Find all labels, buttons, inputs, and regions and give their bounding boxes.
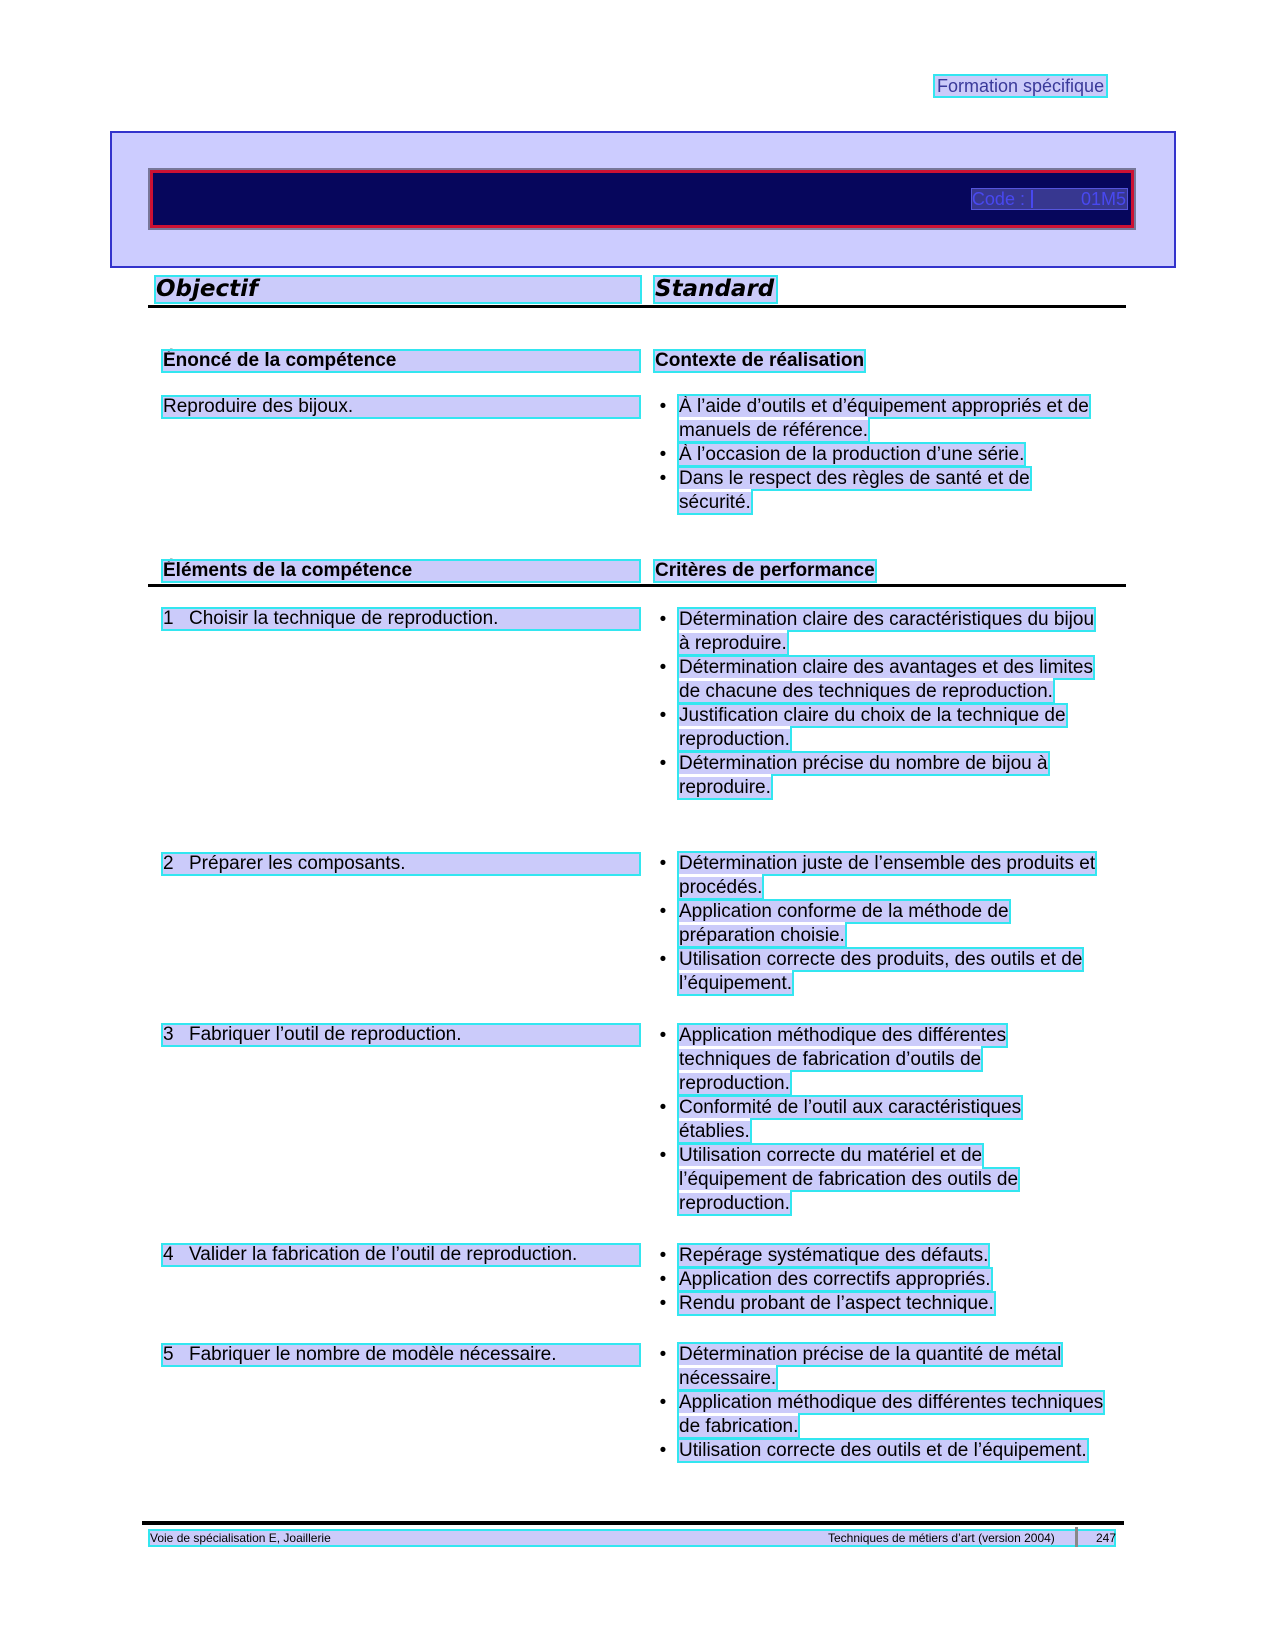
- list-item: • Conformité de l’outil aux caractéristiques établies.: [659, 1097, 1022, 1142]
- criterion: Utilisation correcte du matériel et de l’équipement de fabrication des outils de reproduction.: [679, 1145, 1019, 1214]
- list-item: • Détermination précise du nombre de bijou à reproduire.: [659, 753, 1048, 798]
- criteria-list-1: [655, 608, 1095, 800]
- criteria-list-5: [655, 1343, 1115, 1463]
- criterion: Justification claire du choix de la technique de reproduction.: [679, 705, 1066, 750]
- element-number: 2: [163, 853, 174, 874]
- program-label: Formation spécifique: [937, 76, 1105, 96]
- criterion: Utilisation correcte des outils et de l’équipement.: [679, 1440, 1087, 1461]
- criterion: Conformité de l’outil aux caractéristiques établies.: [679, 1097, 1022, 1142]
- footer-separator: [1075, 1527, 1078, 1547]
- criterion: Détermination juste de l’ensemble des produits et procédés.: [679, 853, 1096, 898]
- statement-heading: Énoncé de la compétence: [163, 351, 639, 371]
- list-item: • Détermination claire des avantages et des limites de chacune des techniques de reproduction.: [659, 657, 1093, 702]
- page-number: 247: [1096, 1531, 1117, 1545]
- list-item: • Dans le respect des règles de santé et de sécurité.: [659, 468, 1030, 513]
- element-label: Valider la fabrication de l’outil de reproduction.: [189, 1244, 578, 1265]
- list-item: • Application méthodique des différentes techniques de fabrication.: [659, 1392, 1104, 1437]
- criteria-heading: Critères de performance: [655, 560, 875, 581]
- criterion: Repérage systématique des défauts.: [679, 1245, 989, 1266]
- element-label: Fabriquer l’outil de reproduction.: [189, 1024, 462, 1045]
- list-item: • Détermination juste de l’ensemble des produits et procédés.: [659, 853, 1096, 898]
- element-number: 5: [163, 1344, 174, 1365]
- code-separator: [1031, 190, 1033, 208]
- element-number: 1: [163, 608, 174, 629]
- competence-statement: Reproduire des bijoux.: [163, 397, 639, 417]
- code-value: 01M5: [1080, 188, 1126, 209]
- criterion: Détermination claire des caractéristiques du bijou à reproduire.: [679, 609, 1095, 654]
- list-item: • Utilisation correcte du matériel et de l’équipement de fabrication des outils de reproduction.: [659, 1145, 1019, 1214]
- element-2: [163, 854, 639, 874]
- criteria-list-3: [655, 1024, 1055, 1216]
- code-label: Code :: [971, 188, 1025, 209]
- element-1: [163, 609, 639, 629]
- footer-left: Voie de spécialisation E, Joaillerie: [150, 1531, 331, 1545]
- list-item: • Application conforme de la méthode de préparation choisie.: [659, 901, 1009, 946]
- criterion: Détermination précise du nombre de bijou à reproduire.: [679, 753, 1048, 798]
- criterion: Application conforme de la méthode de préparation choisie.: [679, 901, 1009, 946]
- criterion: Détermination claire des avantages et des limites de chacune des techniques de reproduction.: [679, 657, 1093, 702]
- list-item: • Justification claire du choix de la technique de reproduction.: [659, 705, 1066, 750]
- context-heading: Contexte de réalisation: [655, 350, 865, 371]
- list-item: • Utilisation correcte des produits, des outils et de l’équipement.: [659, 949, 1083, 994]
- element-number: 4: [163, 1244, 174, 1265]
- list-item: • Repérage systématique des défauts.: [659, 1245, 989, 1266]
- criterion: Application méthodique des différentes techniques de fabrication.: [679, 1392, 1104, 1437]
- criteria-list-4: [655, 1244, 1105, 1316]
- criterion: Application méthodique des différentes techniques de fabrication d’outils de reproduction.: [679, 1025, 1007, 1094]
- list-item: • Application des correctifs appropriés.: [659, 1269, 991, 1290]
- criteria-list-2: [655, 852, 1105, 996]
- context-list: [655, 395, 1105, 515]
- footer-rule: [142, 1521, 1124, 1525]
- list-item: • Détermination claire des caractéristiques du bijou à reproduire.: [659, 609, 1095, 654]
- criterion: Application des correctifs appropriés.: [679, 1269, 991, 1290]
- title-panel: [110, 131, 1176, 268]
- element-label: Préparer les composants.: [189, 853, 406, 874]
- objective-heading: Objectif: [156, 277, 640, 302]
- list-item: • Détermination précise de la quantité de métal nécessaire.: [659, 1344, 1062, 1389]
- list-item: • Utilisation correcte des outils et de l’équipement.: [659, 1440, 1087, 1461]
- elements-heading: Éléments de la compétence: [163, 561, 639, 581]
- criterion: Détermination précise de la quantité de métal nécessaire.: [679, 1344, 1062, 1389]
- context-item: À l’aide d’outils et d’équipement appropriés et de manuels de référence.: [679, 396, 1089, 441]
- criterion: Rendu probant de l’aspect technique.: [679, 1293, 994, 1314]
- code-field: [972, 189, 1127, 209]
- title-bar: [150, 170, 1134, 228]
- element-label: Choisir la technique de reproduction.: [189, 608, 499, 629]
- elements-rule: [148, 584, 1126, 587]
- element-number: 3: [163, 1024, 174, 1045]
- list-item: • Rendu probant de l’aspect technique.: [659, 1293, 994, 1314]
- element-5: [163, 1345, 639, 1365]
- element-4: [163, 1245, 639, 1265]
- standard-heading: Standard: [655, 276, 775, 302]
- footer-right: Techniques de métiers d’art (version 2004): [828, 1531, 1055, 1545]
- context-item: Dans le respect des règles de santé et de sécurité.: [679, 468, 1030, 513]
- list-item: • Application méthodique des différentes techniques de fabrication d’outils de reproduction.: [659, 1025, 1007, 1094]
- footer: [150, 1531, 1117, 1545]
- element-3: [163, 1025, 639, 1045]
- criterion: Utilisation correcte des produits, des outils et de l’équipement.: [679, 949, 1083, 994]
- list-item: • À l’aide d’outils et d’équipement appropriés et de manuels de référence.: [659, 396, 1089, 441]
- header-rule: [148, 305, 1126, 308]
- context-item: À l’occasion de la production d’une série.: [679, 444, 1025, 465]
- element-label: Fabriquer le nombre de modèle nécessaire.: [189, 1344, 557, 1365]
- list-item: • À l’occasion de la production d’une série.: [659, 444, 1025, 465]
